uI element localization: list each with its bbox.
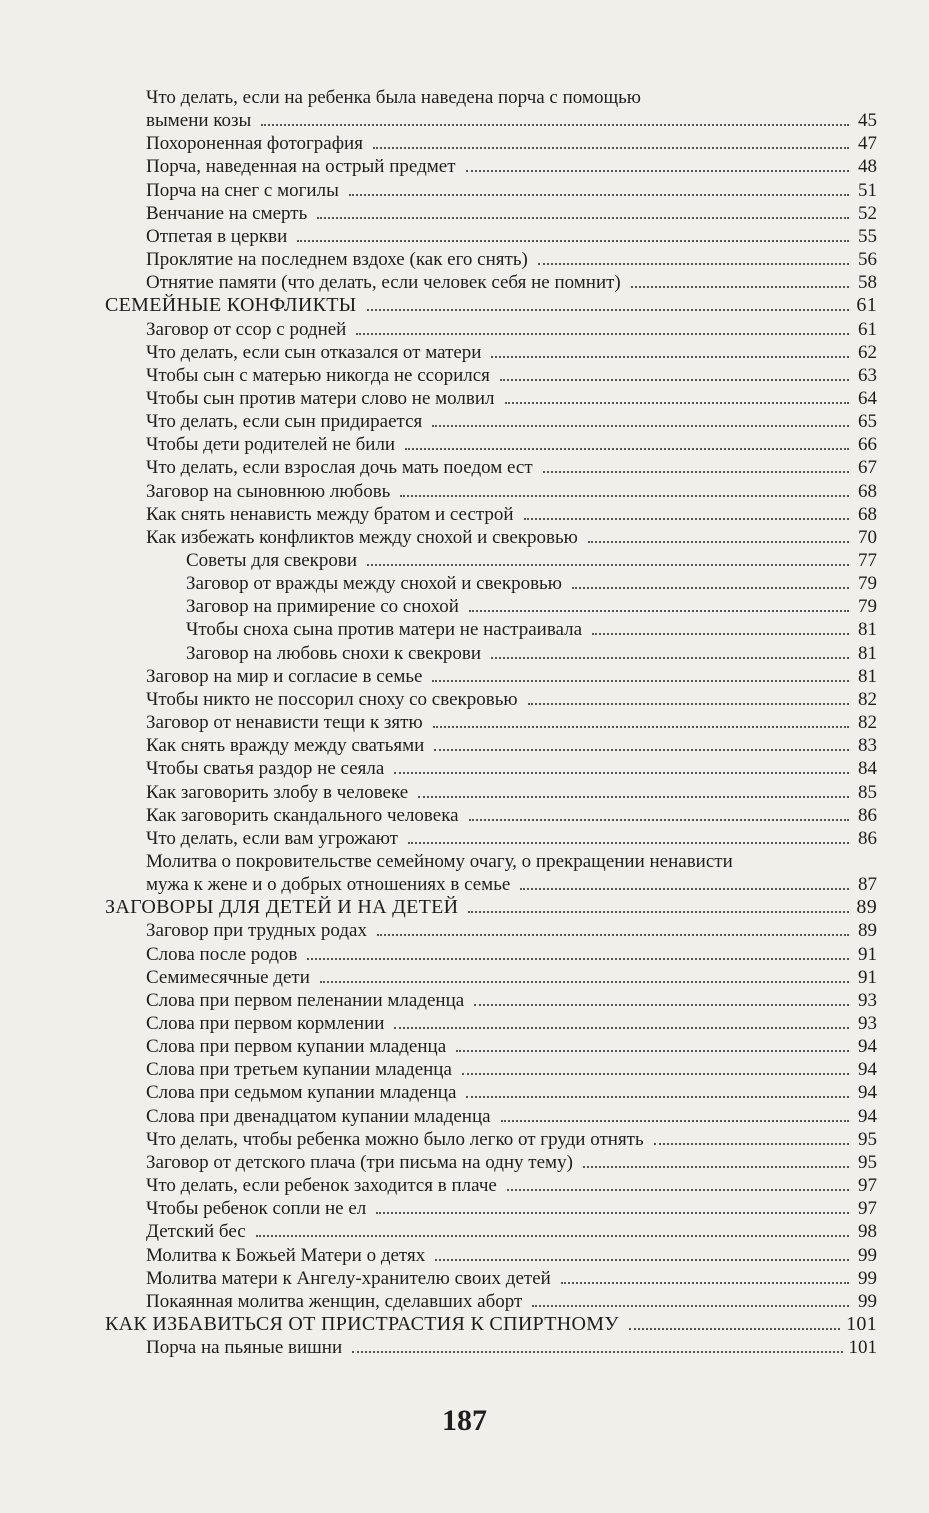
dot-leader [432,425,849,427]
toc-entry-title: Чтобы сноха сына против матери не настраивала [186,619,583,641]
toc-entry-page: 64 [858,387,877,409]
toc-entry [146,341,877,364]
dot-leader [434,749,849,751]
toc-entry-title: Как снять ненависть между братом и сестрой [146,503,514,525]
toc-section-entry [105,896,877,919]
toc-entry-title: Как заговорить скандального человека [146,804,459,826]
toc-entry-page: 65 [858,411,877,433]
toc-entry-page: 70 [858,526,877,548]
toc-entry-title: Похороненная фотография [146,133,363,155]
dot-leader [500,379,849,381]
toc-entry [146,1290,877,1313]
toc-entry-page: 45 [858,110,877,132]
dot-leader [466,170,850,172]
toc-entry-title: Молитва к Божьей Матери о детях [146,1244,426,1266]
toc-entry-page: 97 [858,1175,877,1197]
toc-entry [146,1035,877,1058]
dot-leader [588,541,849,543]
toc-entry-title: Слова при первом пеленании младенца [146,989,465,1011]
toc-entry-page: 89 [858,920,877,942]
toc-section-entry [105,294,877,317]
toc-entry [146,1244,877,1267]
toc-entry-page: 94 [858,1105,877,1127]
toc-entry-page: 47 [858,133,877,155]
dot-leader [520,888,849,890]
toc-entry [146,827,877,850]
dot-leader [261,124,849,126]
toc-entry [146,1197,877,1220]
toc-entry-title: Проклятие на последнем вздохе (как его снять) [146,249,528,271]
dot-leader [466,1096,849,1098]
dot-leader [501,1120,849,1122]
toc-entry-title: Чтобы дети родителей не били [146,434,396,456]
toc-entry-title: Что делать, если сын придирается [146,411,423,433]
toc-entry-title: Заговор при трудных родах [146,920,367,942]
toc-entry-title: СЕМЕЙНЫЕ КОНФЛИКТЫ [105,294,357,317]
toc-entry-page: 67 [858,457,877,479]
toc-entry-page: 93 [858,989,877,1011]
toc-entry-title: Отнятие памяти (что делать, если человек себя не помнит) [146,272,621,294]
dot-leader [469,819,849,821]
dot-leader [400,495,849,497]
dot-leader [367,309,849,311]
toc-entry-page: 82 [858,712,877,734]
toc-entry-page: 99 [858,1290,877,1312]
toc-entry-title: Заговор на мир и согласие в семье [146,665,423,687]
toc-entry [146,1128,877,1151]
toc-entry-title: ЗАГОВОРЫ ДЛЯ ДЕТЕЙ И НА ДЕТЕЙ [105,896,459,919]
toc-entry-page: 68 [858,503,877,525]
toc-entry-page: 99 [858,1244,877,1266]
toc-entry-title: Слова после родов [146,943,298,965]
dot-leader [528,703,849,705]
toc-entry-page: 52 [858,202,877,224]
toc-entry [146,271,877,294]
toc-entry [146,387,877,410]
toc-entry-page: 79 [858,573,877,595]
dot-leader [435,1259,849,1261]
dot-leader [524,518,849,520]
toc-entry [146,734,877,757]
toc-entry-page: 91 [858,943,877,965]
toc-entry-title: Заговор от вражды между снохой и свекровью [186,573,562,595]
toc-entry-page: 56 [858,249,877,271]
toc-entry [146,364,877,387]
toc-entry [146,966,877,989]
toc-entry-title: Отпетая в церкви [146,225,288,247]
toc-entry-title: Как заговорить злобу в человеке [146,781,409,803]
toc-entry-page: 58 [858,272,877,294]
toc-entry [146,179,877,202]
toc-entry [186,549,877,572]
dot-leader [629,1328,840,1330]
dot-leader [456,1050,849,1052]
toc-entry-title: Что делать, если взрослая дочь мать поедом ест [146,457,533,479]
toc-entry-title: мужа к жене и о добрых отношениях в семье [146,874,511,896]
toc-entry [186,618,877,641]
dot-leader [376,1212,849,1214]
dot-leader [505,402,849,404]
toc-entry [146,1012,877,1035]
dot-leader [394,772,849,774]
toc-entry-title-line: Молитва о покровительстве семейному очагу, о прекращении ненависти [146,850,733,872]
toc-entry-title: Порча на снег с могилы [146,179,339,201]
toc-entry [146,456,877,479]
toc-entry [146,943,877,966]
dot-leader [373,147,849,149]
toc-entry [146,202,877,225]
toc-entry [146,248,877,271]
dot-leader [468,911,849,913]
toc-entry-page: 55 [858,225,877,247]
dot-leader [307,958,849,960]
toc-entry-title: вымени козы [146,110,252,132]
toc-entry-page: 95 [858,1151,877,1173]
dot-leader [256,1235,849,1237]
toc-entry-title: Как снять вражду между сватьями [146,735,425,757]
toc-entry-title: Слова при седьмом купании младенца [146,1082,457,1104]
toc-entry [186,595,877,618]
dot-leader [405,448,849,450]
toc-entry [146,109,877,132]
toc-entry-page: 91 [858,966,877,988]
toc-entry-page: 81 [858,642,877,664]
dot-leader [543,471,849,473]
toc-entry-page: 63 [858,364,877,386]
toc-entry-title: Что делать, если ребенок заходится в плаче [146,1175,497,1197]
toc-entry-title: Чтобы сватья раздор не сеяла [146,758,385,780]
toc-entry-page: 87 [858,874,877,896]
toc-entry-page: 84 [858,758,877,780]
toc-entry-title: Слова при третьем купании младенца [146,1059,452,1081]
toc-entry-page: 94 [858,1036,877,1058]
toc-entry-title: Что делать, если вам угрожают [146,827,398,849]
toc-entry [146,989,877,1012]
toc-entry-title: Заговор от детского плача (три письма на одну тему) [146,1151,573,1173]
toc-entry [186,572,877,595]
dot-leader [583,1166,849,1168]
toc-entry-title: Заговор на любовь снохи к свекрови [186,642,482,664]
toc-entry-page: 61 [858,318,877,340]
toc-entry-page: 85 [858,781,877,803]
toc-entry-title: Чтобы сын с матерью никогда не ссорился [146,364,490,386]
dot-leader [532,1305,849,1307]
toc-entry-page: 48 [858,156,877,178]
toc-entry-title: Детский бес [146,1221,246,1243]
dot-leader [377,934,849,936]
toc-entry-page: 83 [858,735,877,757]
toc-entry-title: Что делать, если сын отказался от матери [146,341,482,363]
toc-entry-page: 66 [858,434,877,456]
toc-entry [146,1336,877,1359]
toc-entry [146,503,877,526]
toc-section-entry [105,1313,877,1336]
toc-entry-title: Семимесячные дети [146,966,310,988]
dot-leader [297,240,849,242]
toc-entry-page: 77 [858,550,877,571]
toc-entry [146,132,877,155]
toc-entry [146,1081,877,1104]
toc-entry [146,1058,877,1081]
toc-entry-page: 97 [858,1198,877,1220]
toc-entry-page: 93 [858,1013,877,1034]
toc-entry-page: 101 [848,1337,877,1359]
dot-leader [474,1004,849,1006]
toc-entry-title: Советы для свекрови [186,550,358,571]
toc-entry-title: Покаянная молитва женщин, сделавших аборт [146,1290,523,1312]
toc-entry-title: Порча, наведенная на острый предмет [146,156,456,178]
dot-leader [572,587,849,589]
dot-leader [367,564,849,566]
toc-entry [146,410,877,433]
toc-entry [146,318,877,341]
dot-leader [432,680,849,682]
dot-leader [320,981,849,983]
toc-entry-title: Слова при первом купании младенца [146,1036,447,1058]
toc-entry [146,781,877,804]
toc-entry-page: 94 [858,1082,877,1104]
toc-entry-page: 68 [858,480,877,502]
toc-entry-page: 89 [856,896,877,919]
toc-entry-page: 62 [858,341,877,363]
toc-entry [146,155,877,178]
toc-entry [146,688,877,711]
toc-entry [186,642,877,665]
toc-entry-page: 95 [858,1128,877,1150]
toc-entry-title: Что делать, чтобы ребенка можно было легко от груди отнять [146,1128,644,1150]
dot-leader [538,263,849,265]
dot-leader [408,842,849,844]
toc-entry [146,919,877,942]
toc-entry [146,526,877,549]
toc-entry-page: 101 [846,1312,877,1335]
toc-entry [146,433,877,456]
toc-entry-title: Порча на пьяные вишни [146,1337,343,1359]
dot-leader [317,217,849,219]
dot-leader [352,1351,842,1353]
dot-leader [433,726,849,728]
toc-entry-page: 51 [858,179,877,201]
toc-entry [146,1105,877,1128]
toc-entry [146,873,877,896]
toc-entry-title-line: Что делать, если на ребенка была наведена порча с помощью [146,87,641,108]
toc-entry-page: 81 [858,665,877,687]
toc-entry [146,665,877,688]
toc-entry-title: Венчание на смерть [146,202,308,224]
toc-entry-title: Чтобы ребенок сопли не ел [146,1198,367,1220]
dot-leader [469,610,849,612]
toc-entry-page: 86 [858,827,877,849]
toc-entry-page: 82 [858,688,877,710]
dot-leader [418,796,849,798]
toc-entry [146,757,877,780]
page-number: 187 [442,1404,487,1437]
dot-leader [592,633,849,635]
toc-entry [146,480,877,503]
dot-leader [462,1073,849,1075]
dot-leader [491,657,849,659]
toc-entry [146,1151,877,1174]
toc-entry-page: 94 [858,1059,877,1081]
toc-entry [146,1220,877,1243]
toc-entry [146,1267,877,1290]
toc-entry-title: Заговор от ссор с родней [146,318,347,340]
dot-leader [631,286,849,288]
toc-entry [146,1174,877,1197]
toc-entry-title: Слова при двенадцатом купании младенца [146,1105,491,1127]
toc-entry-title: Чтобы никто не поссорил сноху со свекровью [146,688,518,710]
dot-leader [561,1282,849,1284]
dot-leader [654,1143,849,1145]
toc-entry-title: Слова при первом кормлении [146,1013,385,1034]
toc-entry-title: Как избежать конфликтов между снохой и свекровью [146,526,578,548]
dot-leader [491,356,849,358]
dot-leader [356,333,849,335]
toc-entry-title: КАК ИЗБАВИТЬСЯ ОТ ПРИСТРАСТИЯ К СПИРТНОМУ [105,1312,619,1335]
toc-entry-page: 86 [858,804,877,826]
toc-entry [146,804,877,827]
toc-entry-page: 79 [858,596,877,618]
toc-entry-page: 61 [856,294,877,317]
toc-entry-title: Молитва матери к Ангелу-хранителю своих детей [146,1267,551,1289]
toc-entry [146,225,877,248]
toc-entry-page: 98 [858,1221,877,1243]
toc-entry-title: Заговор на сыновнюю любовь [146,480,391,502]
toc-entry-page: 81 [858,619,877,641]
dot-leader [349,194,849,196]
dot-leader [394,1027,849,1029]
toc-entry-page: 99 [858,1267,877,1289]
toc-entry-title: Чтобы сын против матери слово не молвил [146,387,495,409]
toc-entry-title: Заговор на примирение со снохой [186,596,459,618]
toc-entry [146,711,877,734]
dot-leader [507,1189,849,1191]
toc-entry-title: Заговор от ненависти тещи к зятю [146,712,423,734]
